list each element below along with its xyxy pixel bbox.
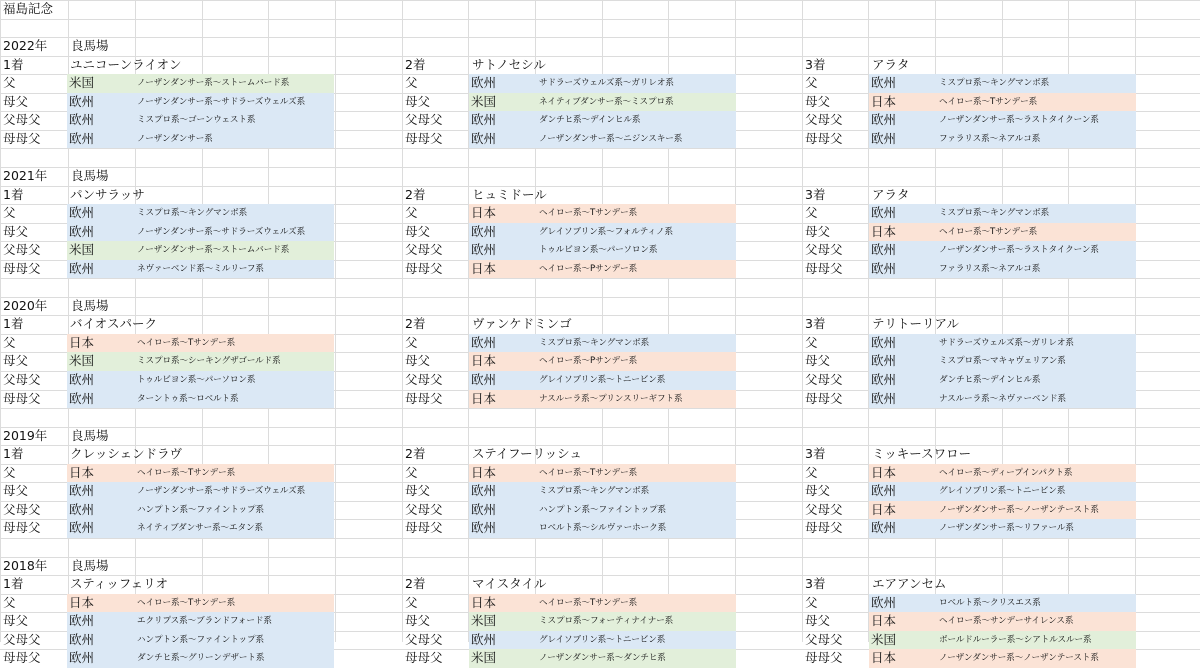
region-cell[interactable]: 欧州: [67, 390, 134, 409]
horse-name[interactable]: パンサラッサ: [70, 186, 145, 202]
pedigree-relation[interactable]: 母母父: [405, 390, 443, 406]
place-label[interactable]: 1着: [3, 56, 24, 72]
sire-line-cell[interactable]: ヘイロー系～Tサンデー系: [536, 464, 736, 483]
region-cell[interactable]: 欧州: [869, 390, 936, 409]
sire-line-cell[interactable]: ロベルト系～クリスエス系: [936, 594, 1136, 613]
region-cell[interactable]: 欧州: [869, 74, 936, 93]
sire-line-cell[interactable]: ヘイロー系～Tサンデー系: [134, 334, 334, 353]
sire-line-cell[interactable]: ヘイロー系～Pサンデー系: [536, 352, 736, 371]
pedigree-relation[interactable]: 母父: [805, 483, 831, 499]
region-cell[interactable]: 欧州: [67, 501, 134, 520]
pedigree-relation[interactable]: 父母父: [405, 631, 443, 647]
region-cell[interactable]: 欧州: [869, 519, 936, 538]
sire-line-cell[interactable]: ネイティブダンサー系～ミスプロ系: [536, 93, 736, 112]
pedigree-relation[interactable]: 父: [3, 205, 16, 221]
year-label[interactable]: 2022年: [3, 38, 48, 54]
sire-line-cell[interactable]: ノーザンダンサー系～ストームバード系: [134, 241, 334, 260]
sire-line-cell[interactable]: ノーザンダンサー系～ノーザンテースト系: [936, 649, 1136, 668]
region-cell[interactable]: 欧州: [869, 204, 936, 223]
place-label[interactable]: 3着: [805, 56, 826, 72]
pedigree-relation[interactable]: 母母父: [405, 520, 443, 536]
pedigree-relation[interactable]: 母母父: [405, 650, 443, 666]
pedigree-relation[interactable]: 母父: [805, 353, 831, 369]
region-cell[interactable]: 日本: [469, 464, 536, 483]
pedigree-relation[interactable]: 父: [805, 334, 818, 350]
sire-line-cell[interactable]: ターントゥ系～ロベルト系: [134, 390, 334, 409]
sire-line-cell[interactable]: ヘイロー系～Tサンデー系: [936, 223, 1136, 242]
horse-name[interactable]: ヴァンケドミンゴ: [472, 316, 572, 332]
sire-line-cell[interactable]: ノーザンダンサー系～サドラーズウェルズ系: [134, 93, 334, 112]
sire-line-cell[interactable]: ノーザンダンサー系～ラストタイクーン系: [936, 111, 1136, 130]
sire-line-cell[interactable]: グレイソブリン系～トニービン系: [536, 631, 736, 650]
horse-name[interactable]: エアアンセム: [872, 576, 947, 592]
region-cell[interactable]: 欧州: [469, 482, 536, 501]
region-cell[interactable]: 米国: [67, 241, 134, 260]
sire-line-cell[interactable]: ミスプロ系～キングマンボ系: [536, 482, 736, 501]
pedigree-relation[interactable]: 母父: [3, 93, 29, 109]
sire-line-cell[interactable]: ハンプトン系～ファイントップ系: [134, 631, 334, 650]
sire-line-cell[interactable]: ネヴァーベンド系～ミルリーフ系: [134, 260, 334, 279]
region-cell[interactable]: 欧州: [469, 501, 536, 520]
region-cell[interactable]: 米国: [67, 352, 134, 371]
pedigree-relation[interactable]: 父母父: [3, 372, 41, 387]
region-cell[interactable]: 日本: [869, 223, 936, 242]
sire-line-cell[interactable]: ノーザンダンサー系: [134, 130, 334, 149]
region-cell[interactable]: 欧州: [869, 594, 936, 613]
track-condition[interactable]: 良馬場: [71, 297, 109, 313]
sire-line-cell[interactable]: ノーザンダンサー系～ストームバード系: [134, 74, 334, 93]
horse-name[interactable]: アラタ: [872, 56, 910, 72]
pedigree-relation[interactable]: 父母父: [805, 372, 843, 387]
sire-line-cell[interactable]: ヘイロー系～Tサンデー系: [536, 204, 736, 223]
region-cell[interactable]: 欧州: [469, 241, 536, 260]
pedigree-relation[interactable]: 母父: [3, 223, 29, 239]
pedigree-relation[interactable]: 父: [405, 205, 418, 221]
region-cell[interactable]: 日本: [67, 334, 134, 353]
pedigree-relation[interactable]: 母母父: [405, 130, 443, 146]
pedigree-relation[interactable]: 父母父: [805, 242, 843, 258]
region-cell[interactable]: 欧州: [469, 74, 536, 93]
horse-name[interactable]: ヒュミドール: [472, 186, 547, 202]
pedigree-relation[interactable]: 父母父: [405, 112, 443, 128]
pedigree-relation[interactable]: 母母父: [805, 520, 843, 536]
sire-line-cell[interactable]: サドラーズウェルズ系～ガリレオ系: [536, 74, 736, 93]
region-cell[interactable]: 欧州: [67, 204, 134, 223]
region-cell[interactable]: 欧州: [869, 111, 936, 130]
pedigree-relation[interactable]: 母母父: [3, 130, 41, 146]
pedigree-relation[interactable]: 父母父: [405, 501, 443, 517]
pedigree-relation[interactable]: 母母父: [805, 260, 843, 276]
region-cell[interactable]: 日本: [869, 501, 936, 520]
sire-line-cell[interactable]: ノーザンダンサー系～リファール系: [936, 519, 1136, 538]
pedigree-relation[interactable]: 父: [3, 594, 16, 610]
place-label[interactable]: 2着: [405, 186, 426, 202]
region-cell[interactable]: 日本: [469, 390, 536, 409]
sire-line-cell[interactable]: ヘイロー系～Tサンデー系: [134, 464, 334, 483]
pedigree-relation[interactable]: 母父: [3, 353, 29, 369]
horse-name[interactable]: ミッキースワロー: [872, 446, 972, 462]
year-label[interactable]: 2020年: [3, 297, 48, 313]
region-cell[interactable]: 米国: [469, 612, 536, 631]
sire-line-cell[interactable]: ヘイロー系～Tサンデー系: [536, 594, 736, 613]
region-cell[interactable]: 日本: [67, 594, 134, 613]
region-cell[interactable]: 米国: [67, 74, 134, 93]
region-cell[interactable]: 欧州: [469, 334, 536, 353]
pedigree-relation[interactable]: 母父: [3, 613, 29, 629]
sire-line-cell[interactable]: ファラリス系～ネアルコ系: [936, 260, 1136, 279]
horse-name[interactable]: テリトーリアル: [872, 316, 960, 332]
sire-line-cell[interactable]: ノーザンダンサー系～ニジンスキー系: [536, 130, 736, 149]
year-label[interactable]: 2018年: [3, 557, 48, 573]
sire-line-cell[interactable]: ヘイロー系～Tサンデー系: [936, 93, 1136, 112]
pedigree-relation[interactable]: 母母父: [805, 390, 843, 406]
sire-line-cell[interactable]: ダンチヒ系～デインヒル系: [936, 371, 1136, 390]
region-cell[interactable]: 日本: [469, 594, 536, 613]
place-label[interactable]: 1着: [3, 316, 24, 332]
pedigree-relation[interactable]: 父: [405, 594, 418, 610]
pedigree-relation[interactable]: 父母父: [3, 242, 41, 258]
region-cell[interactable]: 欧州: [67, 371, 134, 390]
region-cell[interactable]: 欧州: [869, 260, 936, 279]
sire-line-cell[interactable]: ヘイロー系～Pサンデー系: [536, 260, 736, 279]
region-cell[interactable]: 米国: [469, 93, 536, 112]
horse-name[interactable]: クレッシェンドラヴ: [70, 446, 183, 462]
pedigree-relation[interactable]: 母母父: [805, 650, 843, 666]
pedigree-relation[interactable]: 父: [405, 464, 418, 480]
sire-line-cell[interactable]: ノーザンダンサー系～サドラーズウェルズ系: [134, 223, 334, 242]
region-cell[interactable]: 欧州: [67, 631, 134, 650]
year-label[interactable]: 2021年: [3, 167, 48, 183]
region-cell[interactable]: 欧州: [469, 371, 536, 390]
pedigree-relation[interactable]: 母父: [405, 483, 431, 499]
region-cell[interactable]: 日本: [869, 464, 936, 483]
pedigree-relation[interactable]: 母父: [805, 93, 831, 109]
horse-name[interactable]: マイスタイル: [472, 576, 547, 592]
region-cell[interactable]: 欧州: [67, 482, 134, 501]
sire-line-cell[interactable]: トゥルビヨン系～パーソロン系: [134, 371, 334, 390]
sire-line-cell[interactable]: エクリプス系～ブランドフォード系: [134, 612, 334, 631]
pedigree-relation[interactable]: 父: [405, 334, 418, 350]
place-label[interactable]: 3着: [805, 316, 826, 332]
sire-line-cell[interactable]: ノーザンダンサー系～ダンチヒ系: [536, 649, 736, 668]
region-cell[interactable]: 欧州: [869, 371, 936, 390]
pedigree-relation[interactable]: 父: [805, 464, 818, 480]
sire-line-cell[interactable]: ノーザンダンサー系～ラストタイクーン系: [936, 241, 1136, 260]
sire-line-cell[interactable]: ミスプロ系～フォーティナイナー系: [536, 612, 736, 631]
place-label[interactable]: 2着: [405, 576, 426, 592]
region-cell[interactable]: 欧州: [469, 519, 536, 538]
sire-line-cell[interactable]: グレイソブリン系～トニービン系: [936, 482, 1136, 501]
grid-row-line: [0, 408, 1200, 409]
sire-line-cell[interactable]: ヘイロー系～サンデーサイレンス系: [936, 612, 1136, 631]
sire-line-cell[interactable]: ミスプロ系～キングマンボ系: [936, 204, 1136, 223]
sire-line-cell[interactable]: ミスプロ系～キングマンボ系: [134, 204, 334, 223]
place-label[interactable]: 1着: [3, 446, 24, 462]
pedigree-relation[interactable]: 母父: [405, 353, 431, 369]
region-cell[interactable]: 欧州: [869, 130, 936, 149]
sire-line-cell[interactable]: トゥルビヨン系～パーソロン系: [536, 241, 736, 260]
sire-line-cell[interactable]: ミスプロ系～シーキングザゴールド系: [134, 352, 334, 371]
region-cell[interactable]: 米国: [469, 649, 536, 668]
region-cell[interactable]: 日本: [67, 464, 134, 483]
sire-line-cell[interactable]: ミスプロ系～キングマンボ系: [536, 334, 736, 353]
sire-line-cell[interactable]: ノーザンダンサー系～サドラーズウェルズ系: [134, 482, 334, 501]
sire-line-cell[interactable]: ミスプロ系～キングマンボ系: [936, 74, 1136, 93]
region-cell[interactable]: 欧州: [67, 223, 134, 242]
region-cell[interactable]: 欧州: [869, 241, 936, 260]
place-label[interactable]: 1着: [3, 186, 24, 202]
sheet-title[interactable]: 福島記念: [3, 1, 54, 16]
region-cell[interactable]: 欧州: [469, 130, 536, 149]
region-cell[interactable]: 欧州: [67, 260, 134, 279]
region-cell[interactable]: 欧州: [869, 352, 936, 371]
region-cell[interactable]: 欧州: [469, 223, 536, 242]
sire-line-cell[interactable]: グレイソブリン系～フォルティノ系: [536, 223, 736, 242]
year-label[interactable]: 2019年: [3, 427, 48, 443]
place-label[interactable]: 2着: [405, 316, 426, 332]
place-label[interactable]: 3着: [805, 446, 826, 462]
pedigree-relation[interactable]: 母父: [405, 613, 431, 629]
track-condition[interactable]: 良馬場: [71, 38, 109, 54]
place-label[interactable]: 3着: [805, 576, 826, 592]
sire-line-cell[interactable]: ヘイロー系～ディープインパクト系: [936, 464, 1136, 483]
pedigree-relation[interactable]: 母父: [405, 223, 431, 239]
region-cell[interactable]: 日本: [469, 260, 536, 279]
sire-line-cell[interactable]: ハンプトン系～ファイントップ系: [134, 501, 334, 520]
pedigree-relation[interactable]: 母母父: [3, 390, 41, 406]
region-cell[interactable]: 欧州: [469, 111, 536, 130]
place-label[interactable]: 2着: [405, 446, 426, 462]
pedigree-relation[interactable]: 母母父: [3, 260, 41, 276]
pedigree-relation[interactable]: 父母父: [805, 631, 843, 647]
region-cell[interactable]: 日本: [869, 649, 936, 668]
pedigree-relation[interactable]: 母父: [3, 483, 29, 499]
pedigree-relation[interactable]: 父: [805, 594, 818, 610]
pedigree-relation[interactable]: 母母父: [805, 130, 843, 146]
pedigree-relation[interactable]: 母父: [805, 613, 831, 629]
sire-line-cell[interactable]: ダンチヒ系～デインヒル系: [536, 111, 736, 130]
region-cell[interactable]: 欧州: [869, 482, 936, 501]
horse-name[interactable]: ユニコーンライオン: [70, 56, 182, 72]
sire-line-cell[interactable]: ボールドルーラー系～シアトルスルー系: [936, 631, 1136, 650]
horse-name[interactable]: スティッフェリオ: [70, 576, 169, 592]
pedigree-relation[interactable]: 父母父: [3, 501, 41, 517]
region-cell[interactable]: 欧州: [67, 519, 134, 538]
region-cell[interactable]: 米国: [869, 631, 936, 650]
region-cell[interactable]: 欧州: [67, 93, 134, 112]
track-condition[interactable]: 良馬場: [71, 427, 109, 443]
sire-line-cell[interactable]: ヘイロー系～Tサンデー系: [134, 594, 334, 613]
horse-name[interactable]: サトノセシル: [472, 56, 546, 72]
pedigree-relation[interactable]: 父母父: [405, 372, 443, 387]
sire-line-cell[interactable]: ナスルーラ系～ネヴァーベンド系: [936, 390, 1136, 409]
sire-line-cell[interactable]: ノーザンダンサー系～ノーザンテースト系: [936, 501, 1136, 520]
sire-line-cell[interactable]: ミスプロ系～マキャヴェリアン系: [936, 352, 1136, 371]
sire-line-cell[interactable]: ナスルーラ系～プリンスリーギフト系: [536, 390, 736, 409]
region-cell[interactable]: 日本: [469, 204, 536, 223]
pedigree-relation[interactable]: 父母父: [805, 112, 843, 128]
pedigree-relation[interactable]: 母母父: [3, 650, 41, 666]
pedigree-relation[interactable]: 父: [805, 205, 818, 221]
sire-line-cell[interactable]: ロベルト系～シルヴァーホーク系: [536, 519, 736, 538]
grid-row-line: [0, 19, 1200, 20]
track-condition[interactable]: 良馬場: [71, 557, 109, 573]
place-label[interactable]: 1着: [3, 576, 24, 592]
sire-line-cell[interactable]: ネイティブダンサー系～エタン系: [134, 519, 334, 538]
region-cell[interactable]: 欧州: [67, 111, 134, 130]
grid-row-line: [0, 0, 1200, 1]
pedigree-relation[interactable]: 父: [3, 334, 16, 350]
pedigree-relation[interactable]: 父母父: [805, 501, 843, 517]
pedigree-relation[interactable]: 母父: [805, 223, 831, 239]
track-condition[interactable]: 良馬場: [71, 167, 109, 183]
pedigree-relation[interactable]: 父母父: [405, 242, 443, 258]
sire-line-cell[interactable]: ファラリス系～ネアルコ系: [936, 130, 1136, 149]
sire-line-cell[interactable]: サドラーズウェルズ系～ガリレオ系: [936, 334, 1136, 353]
region-cell[interactable]: 日本: [469, 352, 536, 371]
grid-col-line: [335, 0, 336, 642]
horse-name[interactable]: バイオスパーク: [70, 316, 158, 332]
region-cell[interactable]: 欧州: [67, 612, 134, 631]
pedigree-relation[interactable]: 母母父: [3, 520, 41, 536]
pedigree-relation[interactable]: 母父: [405, 93, 431, 109]
pedigree-relation[interactable]: 父: [405, 75, 418, 91]
pedigree-relation[interactable]: 父: [3, 75, 16, 91]
pedigree-relation[interactable]: 父母父: [3, 631, 41, 647]
place-label[interactable]: 3着: [805, 186, 826, 202]
sire-line-cell[interactable]: ミスプロ系～ゴーンウェスト系: [134, 111, 334, 130]
place-label[interactable]: 2着: [405, 56, 426, 72]
region-cell[interactable]: 日本: [869, 93, 936, 112]
pedigree-relation[interactable]: 父: [805, 75, 818, 91]
region-cell[interactable]: 欧州: [869, 334, 936, 353]
sire-line-cell[interactable]: ハンプトン系～ファイントップ系: [536, 501, 736, 520]
sire-line-cell[interactable]: ダンチヒ系～グリーンデザート系: [134, 649, 334, 668]
region-cell[interactable]: 欧州: [469, 631, 536, 650]
horse-name[interactable]: アラタ: [872, 186, 910, 202]
region-cell[interactable]: 欧州: [67, 649, 134, 668]
grid-row-line: [0, 538, 1200, 539]
horse-name[interactable]: ステイフーリッシュ: [472, 446, 582, 462]
pedigree-relation[interactable]: 父: [3, 464, 16, 480]
pedigree-relation[interactable]: 父母父: [3, 112, 41, 128]
pedigree-relation[interactable]: 母母父: [405, 260, 443, 276]
region-cell[interactable]: 日本: [869, 612, 936, 631]
region-cell[interactable]: 欧州: [67, 130, 134, 149]
sire-line-cell[interactable]: グレイソブリン系～トニービン系: [536, 371, 736, 390]
